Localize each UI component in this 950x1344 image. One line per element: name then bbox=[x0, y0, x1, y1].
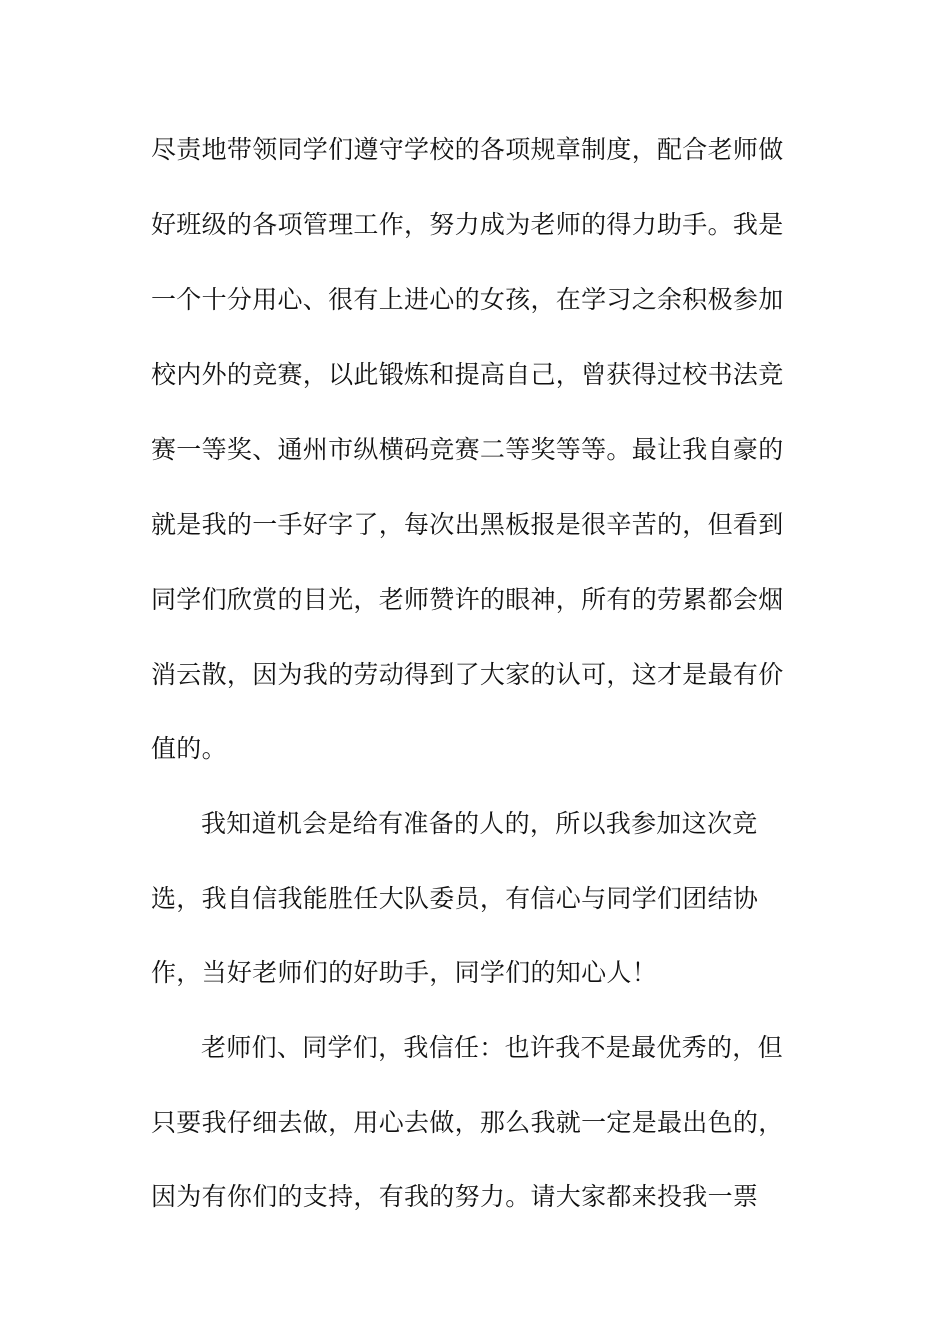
paragraph-start-line: 老师们、同学们，我信任：也许我不是最优秀的，但 bbox=[201, 1033, 783, 1062]
text-line: 因为有你们的支持，有我的努力。请大家都来投我一票 bbox=[151, 1182, 759, 1211]
text-line: 好班级的各项管理工作，努力成为老师的得力助手。我是 bbox=[151, 210, 784, 239]
text-line: 尽责地带领同学们遵守学校的各项规章制度，配合老师做 bbox=[151, 135, 784, 164]
text-line: 同学们欣赏的目光，老师赞许的眼神，所有的劳累都会烟 bbox=[151, 585, 784, 614]
paragraph-start-line: 我知道机会是给有准备的人的，所以我参加这次竞 bbox=[201, 809, 758, 838]
text-line: 只要我仔细去做，用心去做，那么我就一定是最出色的， bbox=[151, 1108, 784, 1137]
text-line: 赛一等奖、通州市纵横码竞赛二等奖等等。最让我自豪的 bbox=[151, 435, 784, 464]
text-line: 就是我的一手好字了，每次出黑板报是很辛苦的，但看到 bbox=[151, 510, 784, 539]
text-line: 一个十分用心、很有上进心的女孩，在学习之余积极参加 bbox=[151, 285, 784, 314]
text-line: 选，我自信我能胜任大队委员，有信心与同学们团结协 bbox=[151, 884, 759, 913]
text-line: 值的。 bbox=[151, 734, 227, 763]
text-line: 校内外的竞赛，以此锻炼和提高自己，曾获得过校书法竞 bbox=[151, 360, 784, 389]
text-line: 作，当好老师们的好助手，同学们的知心人！ bbox=[151, 958, 658, 987]
text-line: 消云散，因为我的劳动得到了大家的认可，这才是最有价 bbox=[151, 660, 784, 689]
